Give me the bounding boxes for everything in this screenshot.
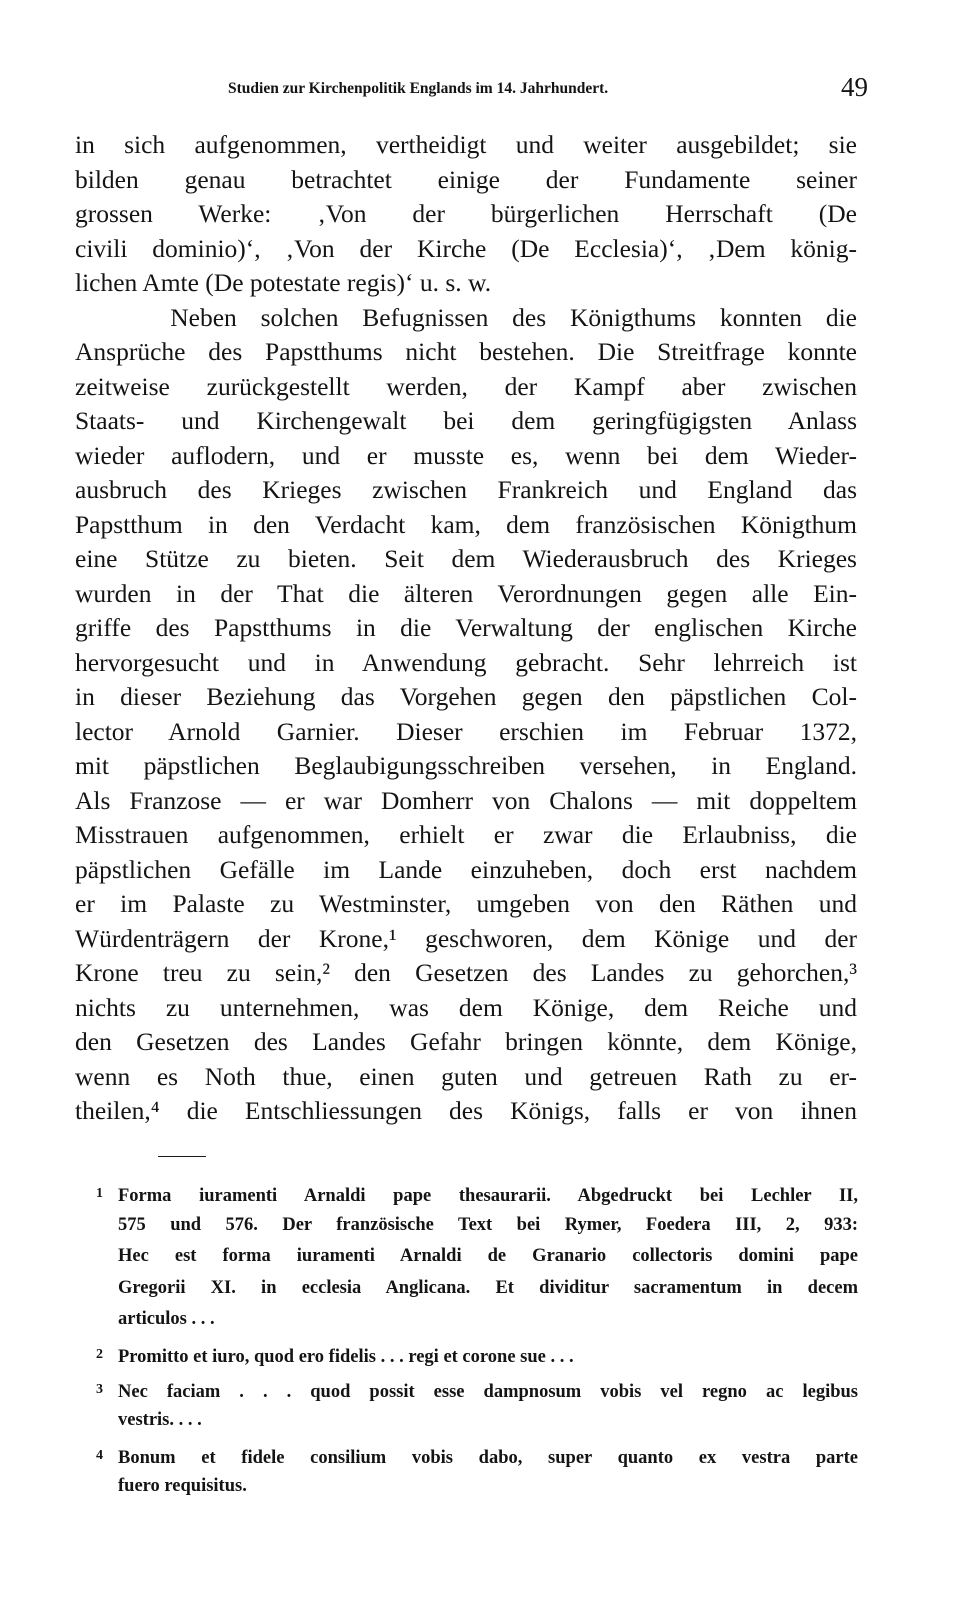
text-line: wieder auflodern, und er musste es, wenn bei dem Wieder-: [75, 440, 857, 470]
footnote-separator: [158, 1156, 206, 1157]
text-line: theilen,⁴ die Entschliessungen des Königs, falls er von ihnen: [75, 1096, 857, 1125]
running-title: Studien zur Kirchenpolitik Englands im 14. Jahrhundert.: [228, 80, 609, 97]
footnote-line: Gregorii XI. in ecclesia Anglicana. Et dividitur sacramentum in decem: [118, 1277, 858, 1298]
page-number: 49: [841, 72, 868, 102]
text-line: den Gesetzen des Landes Gefahr bringen könnte, dem Könige,: [75, 1027, 857, 1056]
text-line: päpstlichen Gefälle im Lande einzuheben, doch erst nachdem: [75, 854, 857, 884]
footnote-line: articulos . . .: [118, 1309, 215, 1330]
text-line: wenn es Noth thue, einen guten und getreuen Rath zu er-: [75, 1061, 857, 1091]
footnote-text: Forma iuramenti Arnaldi pape thesaurarii. Abgedruckt bei Lechler II,: [118, 1186, 858, 1206]
text-line: grossen Werke: ‚Von der bürgerlichen Herrschaft (De: [75, 199, 857, 228]
page-header: [228, 72, 868, 102]
text-line: Papstthum in den Verdacht kam, dem französischen Königthum: [75, 509, 857, 539]
text-line: bilden genau betrachtet einige der Fundamente seiner: [75, 164, 857, 194]
footnote-line: fuero requisitus.: [118, 1476, 247, 1497]
footnote-marker: 2: [96, 1346, 103, 1362]
footnote-text: Bonum et fidele consilium vobis dabo, super quanto ex vestra parte: [118, 1447, 858, 1468]
text-line: in dieser Beziehung das Vorgehen gegen den päpstlichen Col-: [75, 682, 857, 711]
footnote-marker: 4: [96, 1447, 103, 1463]
footnote-marker: 1: [96, 1186, 103, 1201]
footnote-text: Promitto et iuro, quod ero fidelis . . . regi et corone sue . . .: [118, 1346, 574, 1367]
text-line: Als Franzose — er war Domherr von Chalons — mit doppeltem: [75, 785, 857, 815]
footnote-text: Nec faciam . . . quod possit esse dampnosum vobis vel regno ac legibus: [118, 1381, 858, 1402]
text-line: Neben solchen Befugnissen des Königthums konnten die: [75, 302, 857, 332]
text-line: lichen Amte (De potestate regis)‘ u. s. w.: [75, 268, 492, 297]
footnote-line: [96, 1178, 858, 1210]
text-line: Staats- und Kirchengewalt bei dem geringfügigsten Anlass: [75, 406, 857, 435]
text-line: Ansprüche des Papstthums nicht bestehen. Die Streitfrage konnte: [75, 337, 857, 366]
text-line: Krone treu zu sein,² den Gesetzen des Landes zu gehorchen,³: [75, 958, 857, 987]
footnote-line: [96, 1374, 858, 1406]
body-text: [75, 128, 857, 1129]
text-line: nichts zu unternehmen, was dem Könige, dem Reiche und: [75, 992, 857, 1022]
footnote-line: [96, 1339, 858, 1371]
text-line: zeitweise zurückgestellt werden, der Kampf aber zwischen: [75, 371, 857, 401]
footnote-marker: 3: [96, 1381, 103, 1397]
text-line: lector Arnold Garnier. Dieser erschien im Februar 1372,: [75, 716, 857, 746]
footnotes: [96, 1178, 858, 1503]
footnote-line: vestris. . . .: [118, 1410, 202, 1431]
text-line: eine Stütze zu bieten. Seit dem Wiederausbruch des Krieges: [75, 544, 857, 573]
text-line: Misstrauen aufgenommen, erhielt er zwar die Erlaubniss, die: [75, 820, 857, 849]
footnote-line: [96, 1440, 858, 1472]
text-line: hervorgesucht und in Anwendung gebracht. Sehr lehrreich ist: [75, 647, 857, 677]
text-line: er im Palaste zu Westminster, umgeben von den Räthen und: [75, 889, 857, 918]
text-line: Würdenträgern der Krone,¹ geschworen, dem Könige und der: [75, 923, 857, 953]
text-line: wurden in der That die älteren Verordnungen gegen alle Ein-: [75, 578, 857, 608]
footnote-line: Hec est forma iuramenti Arnaldi de Granario collectoris domini pape: [118, 1246, 858, 1267]
text-line: in sich aufgenommen, vertheidigt und weiter ausgebildet; sie: [75, 130, 857, 159]
text-line: ausbruch des Krieges zwischen Frankreich und England das: [75, 475, 857, 504]
text-line: mit päpstlichen Beglaubigungsschreiben versehen, in England.: [75, 751, 857, 780]
text-line: griffe des Papstthums in die Verwaltung der englischen Kirche: [75, 613, 857, 642]
text-line: civili dominio)‘, ‚Von der Kirche (De Ecclesia)‘, ‚Dem könig-: [75, 233, 857, 263]
footnote-line: 575 und 576. Der französische Text bei Rymer, Foedera III, 2, 933:: [118, 1214, 858, 1235]
